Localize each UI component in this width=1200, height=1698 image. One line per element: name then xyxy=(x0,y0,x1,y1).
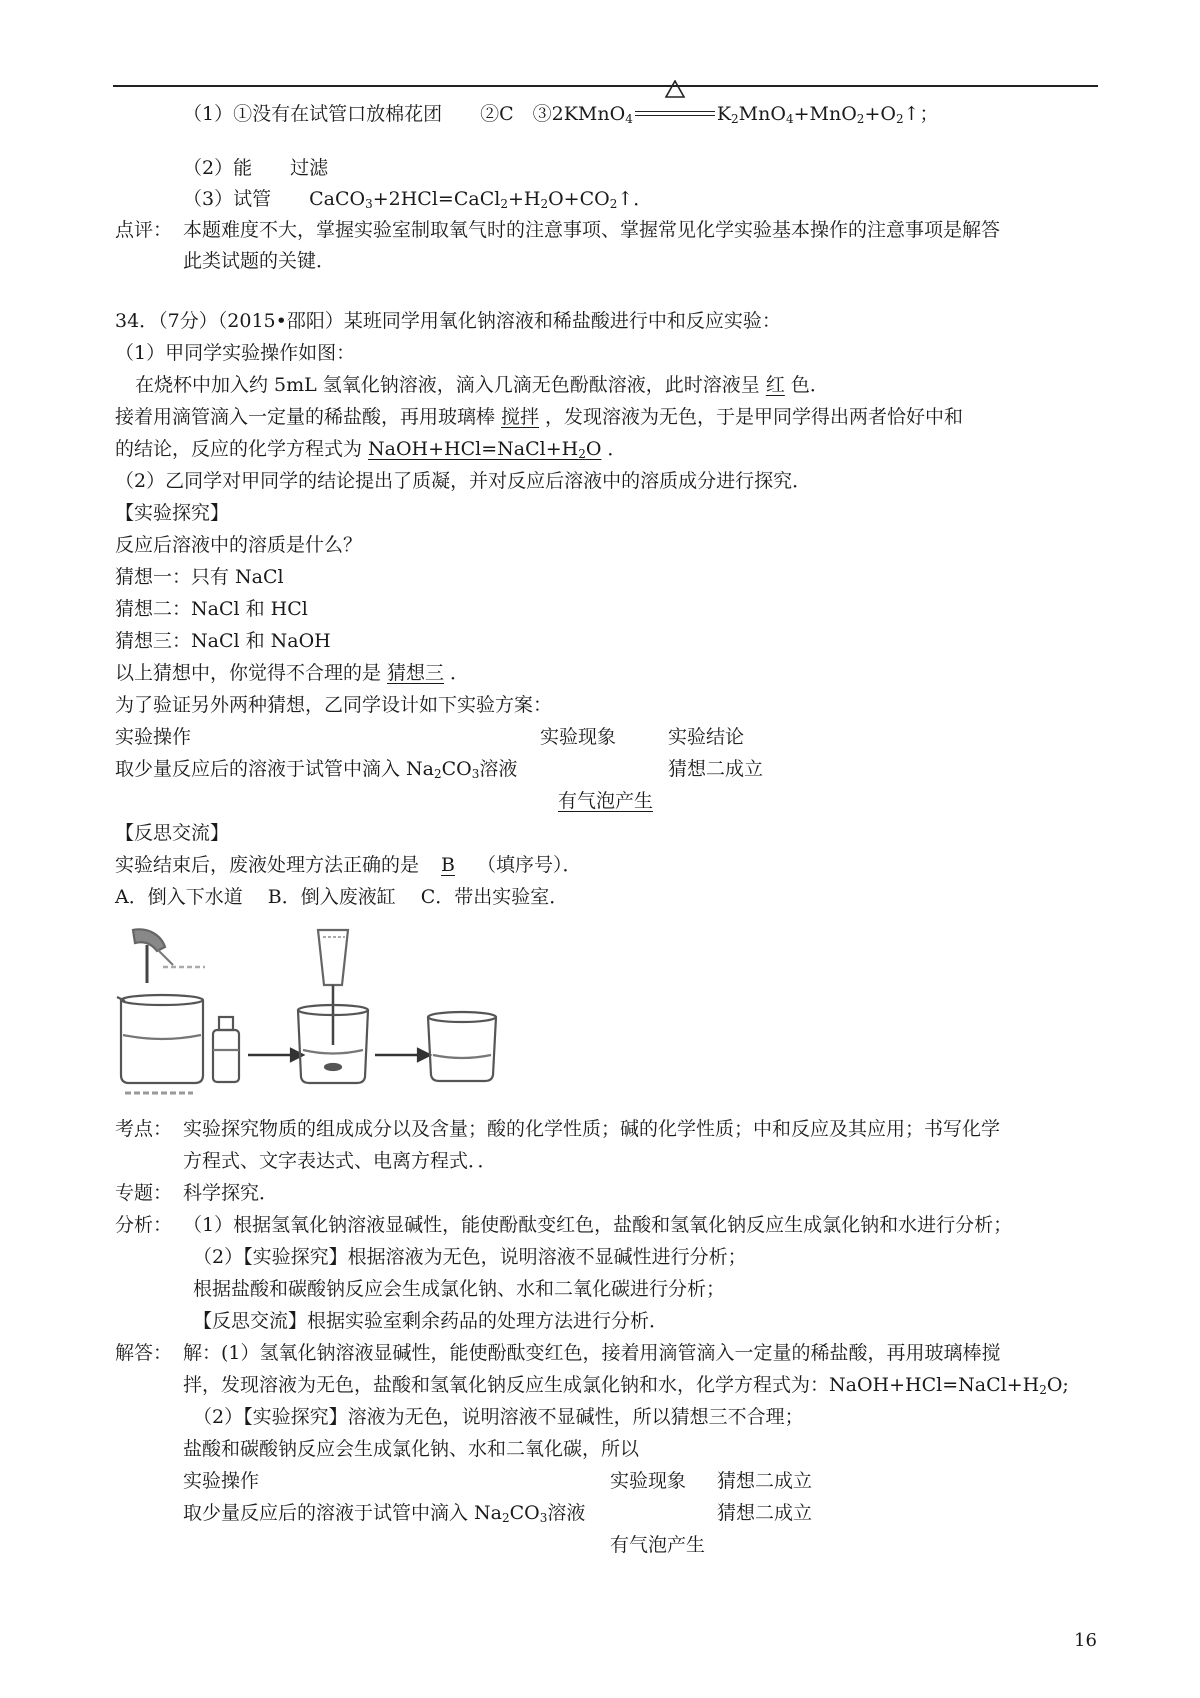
kaodian-label: 考点： xyxy=(115,1118,173,1140)
section-reflection: 【反思交流】 xyxy=(115,822,230,844)
blank-equation: $NaOH+HCl=NaCl+H_2O$ xyxy=(368,438,602,461)
answer-line-1: （1）①没有在试管口放棉花团 ②C ③2KMnO$_4$ $K_2MnO_4+MnO_2+O_2↑$； xyxy=(183,98,939,126)
comment-line-2: 此类试题的关键． xyxy=(183,250,336,272)
blank-stir: 搅拌 xyxy=(501,406,540,428)
answer-table-header-conclusion: 猜想二成立 xyxy=(717,1470,813,1492)
blank-waste: B xyxy=(441,854,455,876)
table-row-conclusion: 猜想二成立 xyxy=(668,758,764,780)
question-design: 为了验证另外两种猜想，乙同学设计如下实验方案： xyxy=(115,694,553,716)
blank-phenomenon: 有气泡产生 xyxy=(558,790,654,812)
question-unreasonable: 以上猜想中，你觉得不合理的是 猜想三 ． xyxy=(115,662,470,684)
table-header-operation: 实验操作 xyxy=(115,726,192,748)
jieda-line-3: （2）【实验探究】溶液为无色，说明溶液不显碱性，所以猜想三不合理； xyxy=(193,1406,804,1428)
question-options: A．倒入下水道 B．倒入废液缸 C．带出实验室． xyxy=(115,886,569,908)
zhuanti-value: 科学探究． xyxy=(183,1182,279,1204)
jieda-line-1: 解：(1）氢氧化钠溶液显碱性，能使酚酞变红色，接着用滴管滴入一定量的稀盐酸，再用玻璃棒搅 xyxy=(183,1342,1001,1364)
answer-line-3: （3）试管 $CaCO_3+2HCl=CaCl_2+H_2O+CO_2↑$． xyxy=(183,188,653,211)
jieda-line-4: 盐酸和碳酸钠反应会生成氯化钠、水和二氧化碳，所以 xyxy=(183,1438,640,1460)
table-header-conclusion: 实验结论 xyxy=(668,726,745,748)
header-rule xyxy=(113,85,1098,87)
question-solute: 反应后溶液中的溶质是什么？ xyxy=(115,534,363,556)
experiment-figure xyxy=(113,925,503,1095)
table-header-phenomenon: 实验现象 xyxy=(540,726,617,748)
table-row-operation: 取少量反应后的溶液于试管中滴入 $Na_2CO_3$溶液 xyxy=(115,758,518,781)
answer-table-row-conclusion: 猜想二成立 xyxy=(717,1502,813,1524)
jieda-line-2: 拌，发现溶液为无色，盐酸和氢氧化钠反应生成氯化钠和水，化学方程式为：$NaOH+HCl=NaCl+H_2O$; xyxy=(183,1374,1069,1397)
comment-line-1: 本题难度不大，掌握实验室制取氧气时的注意事项、掌握常见化学实验基本操作的注意事项是解答 xyxy=(183,219,1001,241)
heat-equals-sign xyxy=(635,98,715,122)
question-header: 34．（7分）（2015•邵阳）某班同学用氧化钠溶液和稀盐酸进行中和反应实验： xyxy=(115,310,781,332)
answer-table-header-phenomenon: 实验现象 xyxy=(610,1470,687,1492)
heat-triangle-icon xyxy=(665,80,685,98)
fenxi-label: 分析： xyxy=(115,1214,173,1236)
jieda-label: 解答： xyxy=(115,1342,173,1364)
section-experiment: 【实验探究】 xyxy=(115,502,230,524)
question-part-2: （2）乙同学对甲同学的结论提出了质凝，并对反应后溶液中的溶质成分进行探究． xyxy=(115,470,812,492)
zhuanti-label: 专题： xyxy=(115,1182,173,1204)
fenxi-line-4: 【反思交流】根据实验室剩余药品的处理方法进行分析． xyxy=(193,1310,669,1332)
question-line-color: 在烧杯中加入约 5mL 氢氧化钠溶液，滴入几滴无色酚酞溶液，此时溶液呈 红 色． xyxy=(135,374,829,396)
answer-table-row-operation: 取少量反应后的溶液于试管中滴入 $Na_2CO_3$溶液 xyxy=(183,1502,586,1525)
question-waste: 实验结束后，废液处理方法正确的是 B （填序号）． xyxy=(115,854,582,876)
blank-color: 红 xyxy=(765,374,785,396)
question-line-equation: 的结论，反应的化学方程式为 $NaOH+HCl=NaCl+H_2O$ ． xyxy=(115,438,627,461)
page-number: 16 xyxy=(1074,1630,1097,1651)
fenxi-line-1: （1）根据氢氧化钠溶液显碱性，能使酚酞变红色，盐酸和氢氧化钠反应生成氯化钠和水进行分析； xyxy=(183,1214,1013,1236)
question-line-stir: 接着用滴管滴入一定量的稀盐酸，再用玻璃棒 搅拌 ，发现溶液为无色，于是甲同学得出两者恰好中和 xyxy=(115,406,964,428)
fenxi-line-3: 根据盐酸和碳酸钠反应会生成氯化钠、水和二氧化碳进行分析； xyxy=(193,1278,726,1300)
fenxi-line-2: （2）【实验探究】根据溶液为无色，说明溶液不显碱性进行分析； xyxy=(193,1246,747,1268)
answer-table-header-operation: 实验操作 xyxy=(183,1470,260,1492)
answer-line-2: （2）能 过滤 xyxy=(183,157,329,179)
guess-2: 猜想二：NaCl 和 HCl xyxy=(115,598,308,620)
guess-3: 猜想三：NaCl 和 NaOH xyxy=(115,630,331,652)
blank-unreasonable: 猜想三 xyxy=(387,662,445,684)
kaodian-line-1: 实验探究物质的组成成分以及含量；酸的化学性质；碱的化学性质；中和反应及其应用；书写化学 xyxy=(183,1118,1001,1140)
question-part-1: （1）甲同学实验操作如图： xyxy=(115,342,356,364)
table-row-phenomenon xyxy=(540,789,653,813)
answer-table-row-phenomenon: 有气泡产生 xyxy=(610,1534,706,1556)
beaker-titration-diagram xyxy=(113,925,503,1095)
comment-label: 点评： xyxy=(115,219,173,241)
guess-1: 猜想一：只有 NaCl xyxy=(115,566,284,588)
kaodian-line-2: 方程式、文字表达式、电离方程式．． xyxy=(183,1150,497,1172)
